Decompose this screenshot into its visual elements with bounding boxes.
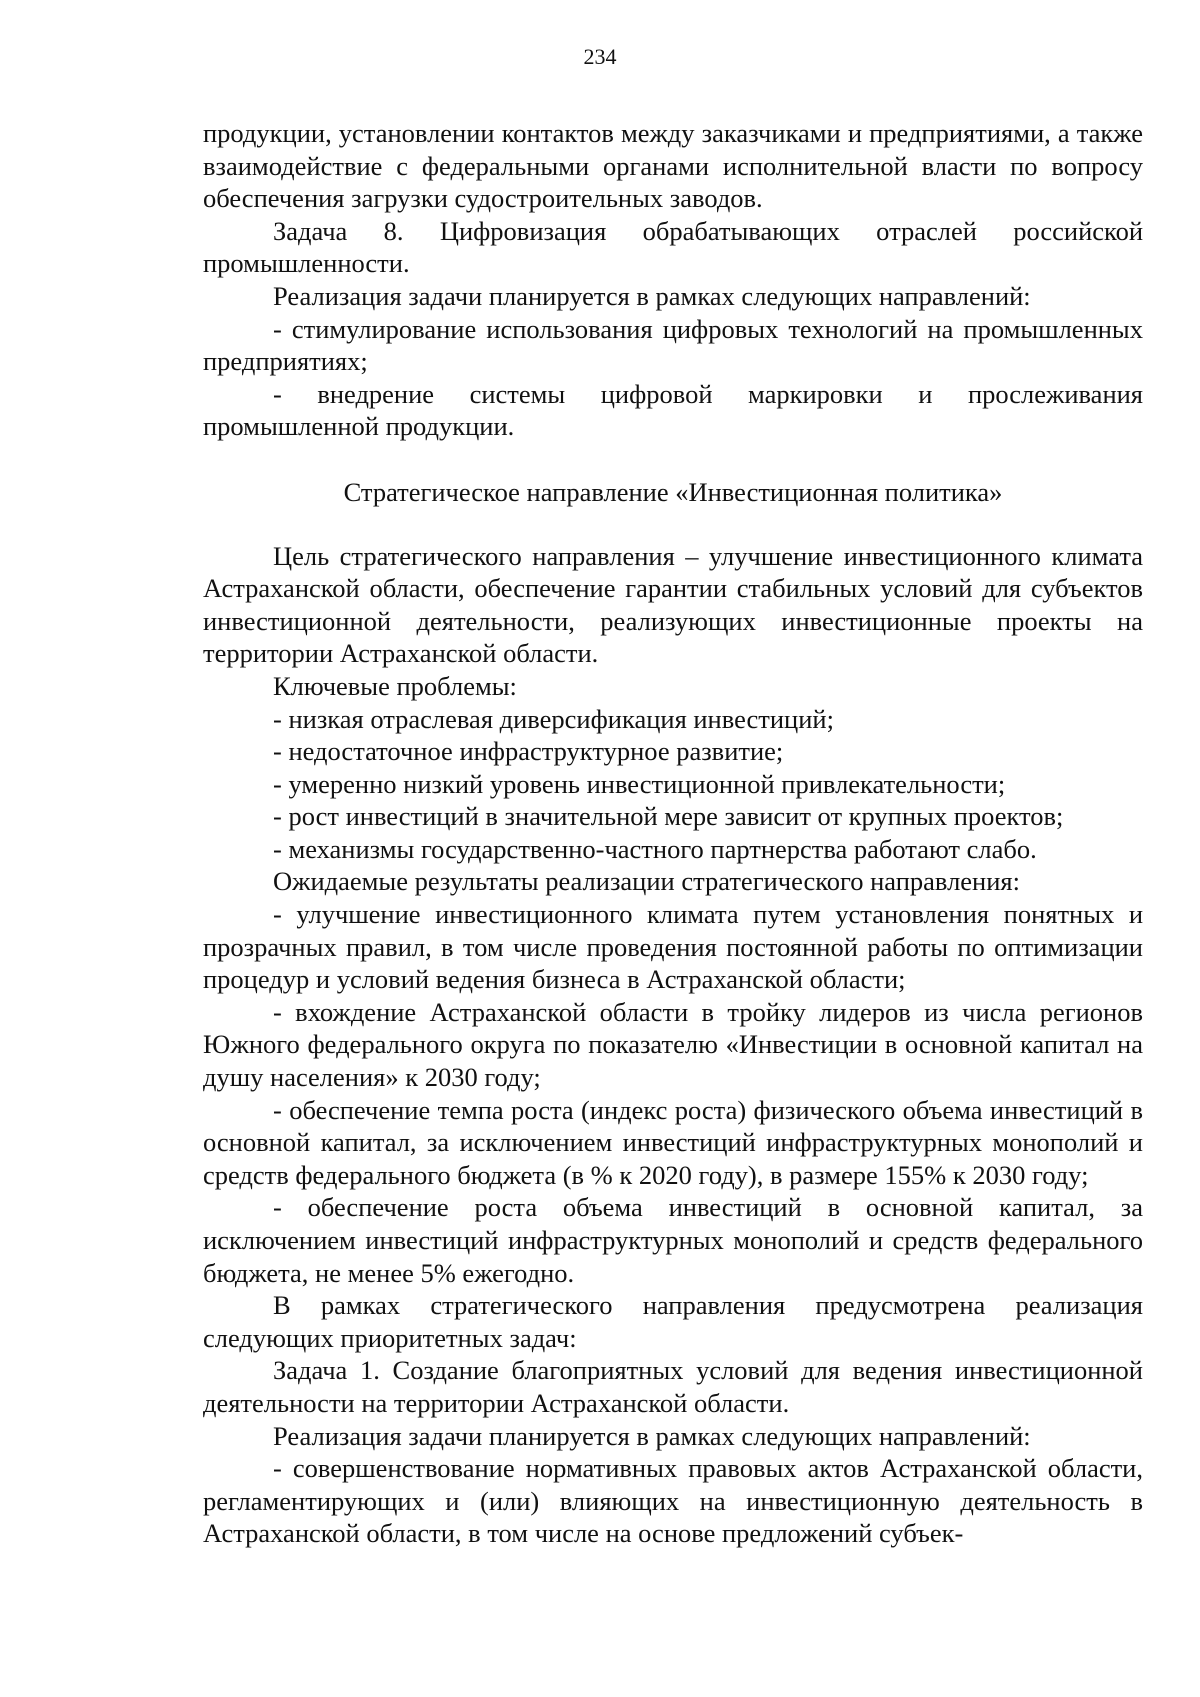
paragraphs-after bbox=[203, 540, 1143, 1550]
paragraph: - совершенствование нормативных правовых актов Астраханской области, регламентирующих и (или) влияющих на инвестиционную деятельность в Астраханской области, в том числе на основе предложений субъек- bbox=[203, 1453, 1143, 1549]
paragraph: - механизмы государственно-частного партнерства работают слабо. bbox=[273, 833, 1037, 864]
paragraph: - рост инвестиций в значительной мере зависит от крупных проектов; bbox=[273, 801, 1064, 832]
paragraph: Ожидаемые результаты реализации стратегического направления: bbox=[273, 866, 1020, 897]
paragraph: - умеренно низкий уровень инвестиционной привлекательности; bbox=[273, 768, 1006, 799]
paragraph: - вхождение Астраханской области в тройку лидеров из числа регионов Южного федерального округа по показателю «Инвестиции в основной капитал на душу населения» к 2030 году; bbox=[203, 996, 1143, 1093]
paragraph: - обеспечение темпа роста (индекс роста) физического объема инвестиций в основной капитал, за исключением инвестиций инфраструктурных монополий и средств федерального бюджета (в % к 2020 году), в размере 155% к 2030 году; bbox=[203, 1094, 1143, 1190]
paragraphs-before bbox=[203, 117, 1143, 443]
paragraph: Задача 8. Цифровизация обрабатывающих отраслей российской промышленности. bbox=[203, 215, 1143, 279]
paragraph: - улучшение инвестиционного климата путем установления понятных и прозрачных правил, в том числе проведения постоянной работы по оптимизации процедур и условий ведения бизнеса в Астраханской области; bbox=[203, 899, 1143, 995]
document-body bbox=[203, 117, 1143, 1550]
page-number: 234 bbox=[583, 44, 617, 69]
paragraph: Ключевые проблемы: bbox=[273, 670, 517, 701]
paragraph: Реализация задачи планируется в рамках следующих направлений: bbox=[273, 1420, 1031, 1451]
paragraph: продукции, установлении контактов между заказчиками и предприятиями, а также взаимодействие с федеральными органами исполнительной власти по вопросу обеспечения загрузки судостроительных заводов. bbox=[203, 118, 1143, 214]
paragraph: В рамках стратегического направления предусмотрена реализация следующих приоритетных задач: bbox=[203, 1290, 1143, 1353]
paragraph: Задача 1. Создание благоприятных условий для ведения инвестиционной деятельности на территории Астраханской области. bbox=[203, 1355, 1143, 1418]
section-heading: Стратегическое направление «Инвестиционная политика» bbox=[343, 476, 1003, 507]
paragraph: - низкая отраслевая диверсификация инвестиций; bbox=[273, 703, 834, 734]
paragraph: Реализация задачи планируется в рамках следующих направлений: bbox=[273, 280, 1031, 311]
paragraph: - стимулирование использования цифровых технологий на промышленных предприятиях; bbox=[203, 313, 1143, 377]
paragraph: - внедрение системы цифровой маркировки и прослеживания промышленной продукции. bbox=[203, 378, 1143, 442]
paragraph: Цель стратегического направления – улучшение инвестиционного климата Астраханской области, обеспечение гарантии стабильных условий для субъектов инвестиционной деятельности, реализующих инвестиционные проекты на территории Астраханской области. bbox=[203, 540, 1143, 669]
paragraph: - обеспечение роста объема инвестиций в основной капитал, за исключением инвестиций инфраструктурных монополий и средств федерального бюджета, не менее 5% ежегодно. bbox=[203, 1192, 1143, 1288]
paragraph: - недостаточное инфраструктурное развитие; bbox=[273, 736, 784, 767]
